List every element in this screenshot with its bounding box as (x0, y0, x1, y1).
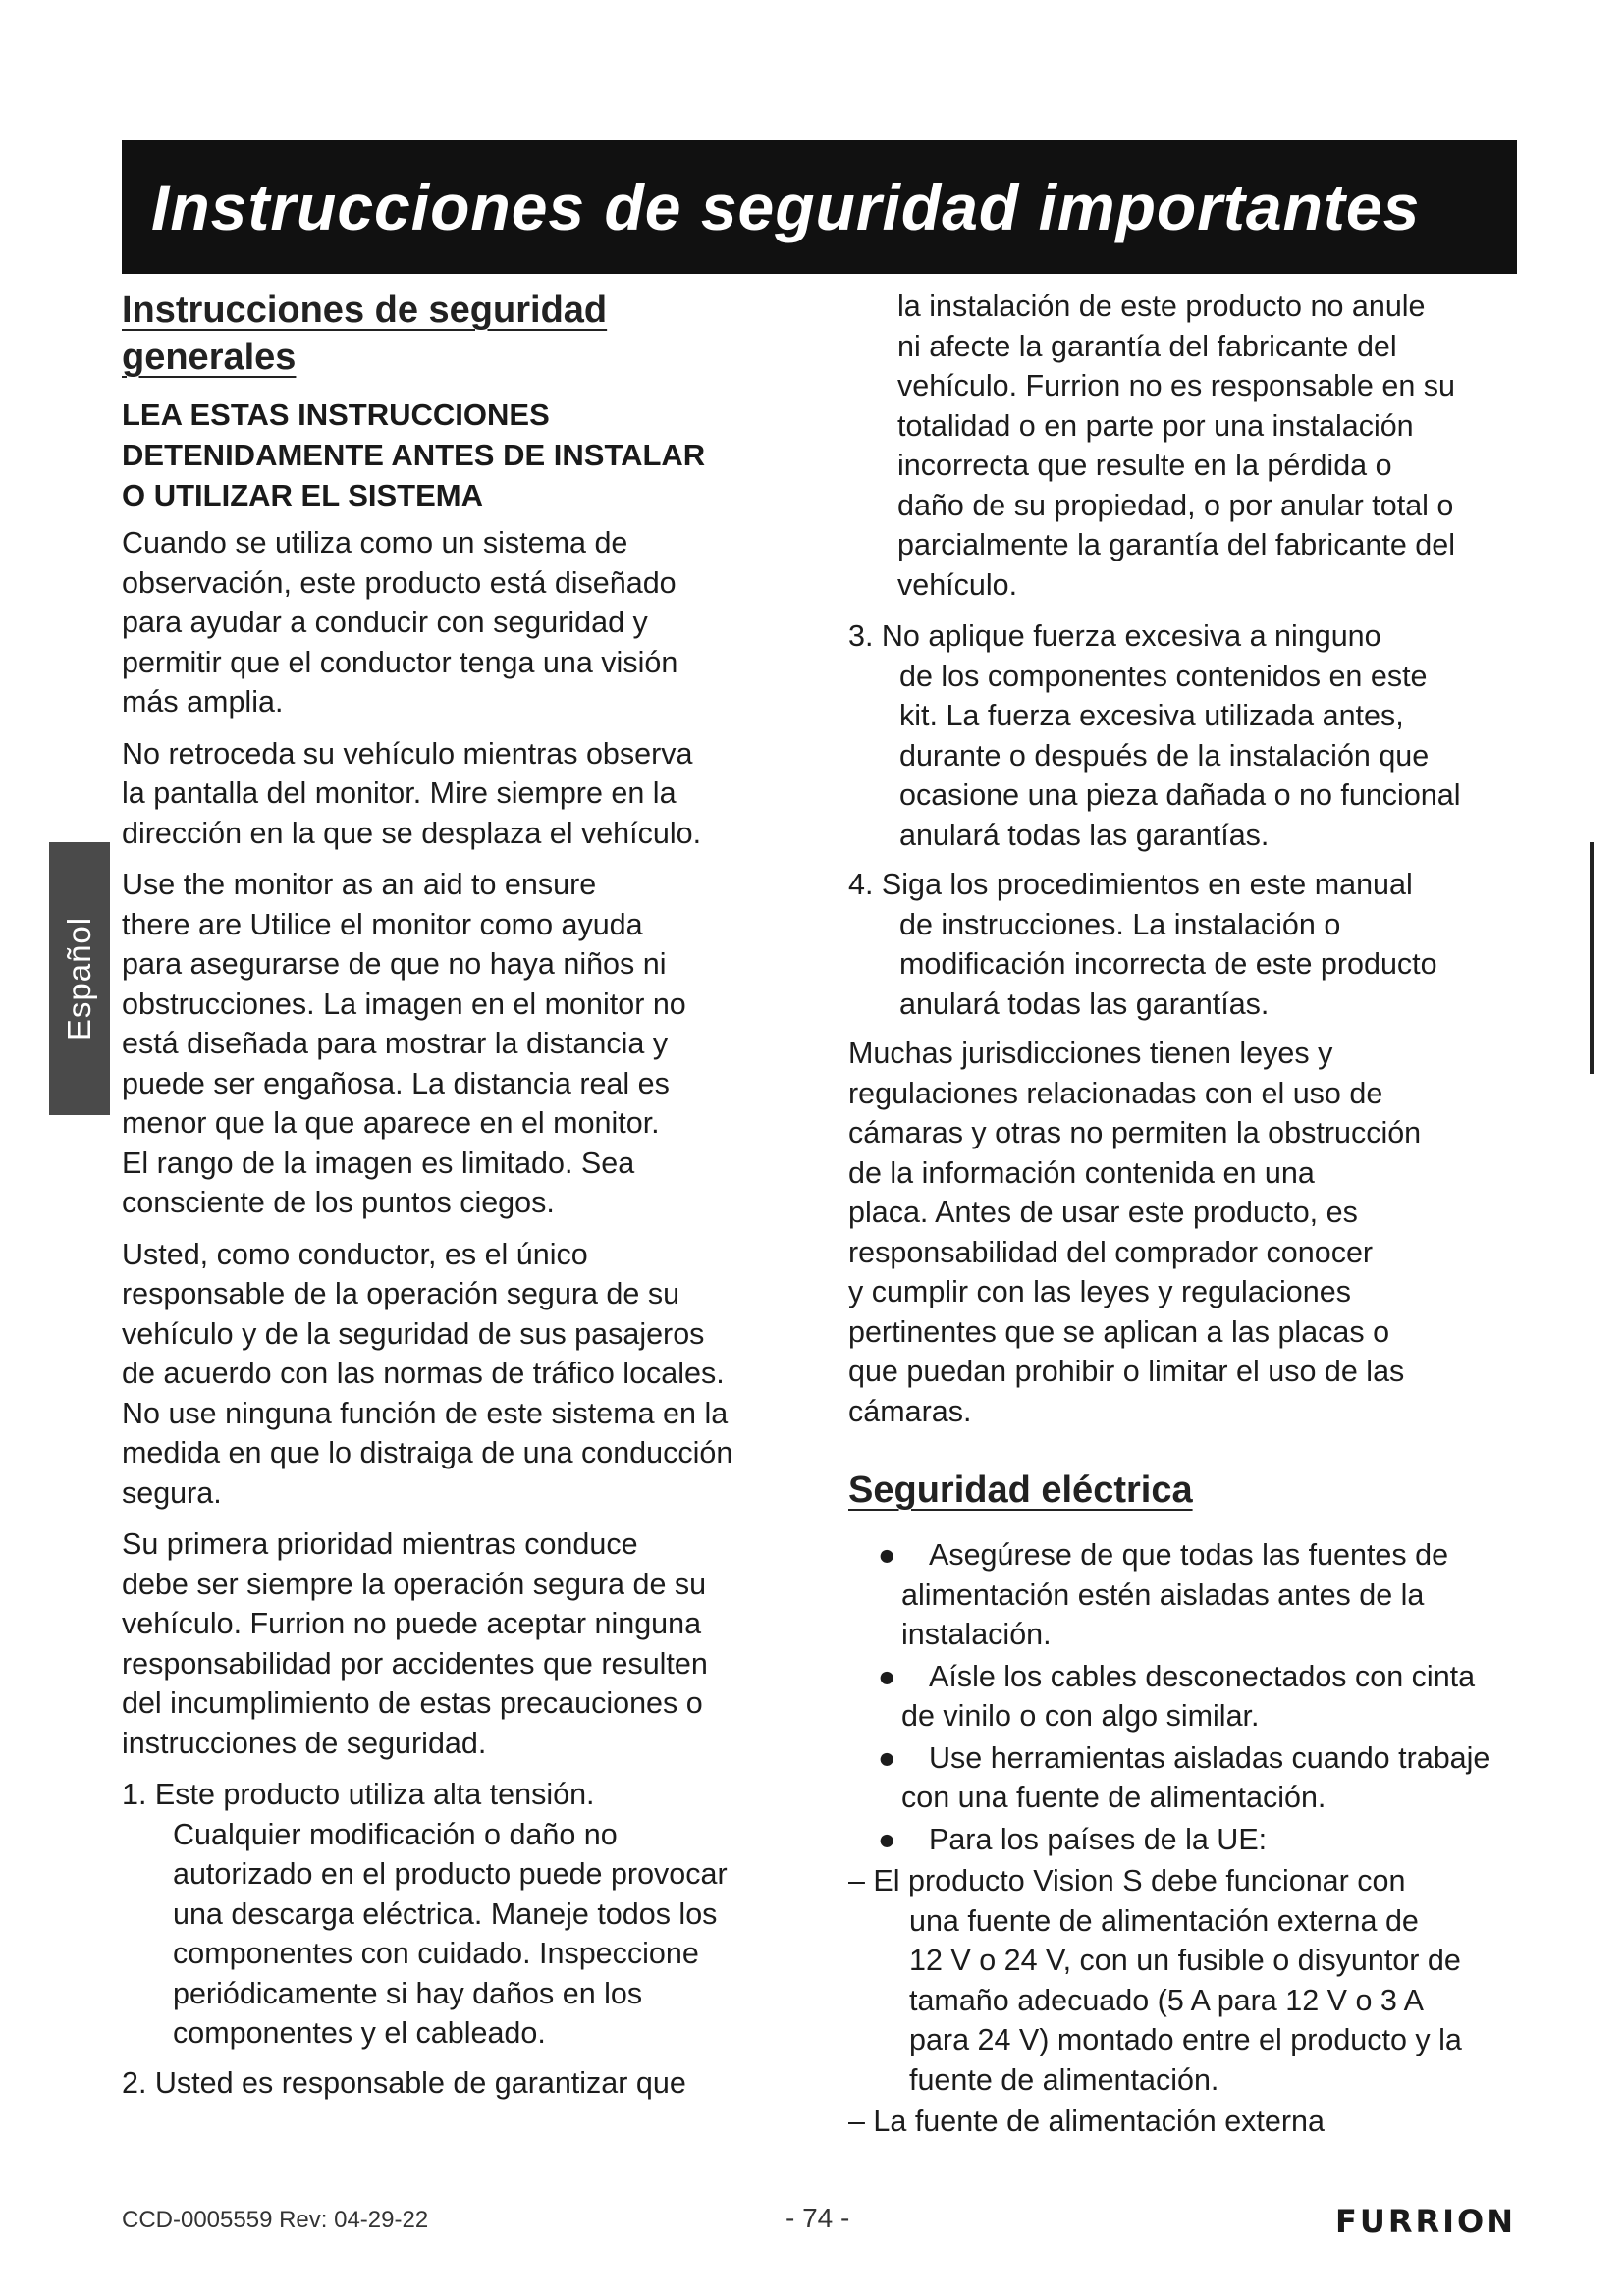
text-line: cámaras. (848, 1394, 972, 1428)
text-line: Usted, como conductor, es el único (122, 1237, 588, 1271)
item-line: componentes y el cableado. (173, 2016, 546, 2050)
text-line: más amplia. (122, 685, 284, 719)
page-title: Instrucciones de seguridad importantes (151, 171, 1421, 243)
text-line: No retroceda su vehículo mientras observa (122, 736, 693, 771)
item-line: de instrucciones. La instalación o (899, 907, 1341, 941)
title-banner (122, 140, 1517, 274)
numbered-item-2-continued (848, 287, 1555, 605)
bullet-first-line: Use herramientas aisladas cuando trabaje (929, 1740, 1490, 1775)
text-line: observación, este producto está diseñado (122, 565, 677, 600)
dash-line: tamaño adecuado (5 A para 12 V o 3 A (909, 1983, 1424, 2017)
text-line: del incumplimiento de estas precauciones o (122, 1686, 703, 1720)
bullet-item (848, 1657, 1555, 1736)
paragraph-priority (122, 1524, 801, 1763)
text-line: medida en que lo distraiga de una conducción (122, 1436, 733, 1469)
text-line: menor que la que aparece en el monitor. (122, 1106, 660, 1140)
dash-line: fuente de alimentación. (909, 2062, 1219, 2097)
numbered-item-3 (848, 616, 1555, 855)
left-column (122, 287, 801, 2112)
item-line: parcialmente la garantía del fabricante del (897, 528, 1455, 561)
warning-line: LEA ESTAS INSTRUCCIONES (122, 398, 550, 432)
item-line: de los componentes contenidos en este (899, 659, 1428, 693)
paragraph-observation (122, 523, 801, 722)
text-line: obstrucciones. La imagen en el monitor no (122, 987, 686, 1021)
text-line: responsable de la operación segura de su (122, 1277, 680, 1310)
text-line: cámaras y otras no permiten la obstrucción (848, 1116, 1422, 1149)
text-line: Cuando se utiliza como un sistema de (122, 526, 628, 560)
numbered-item-2 (122, 2063, 801, 2104)
text-line: de la información contenida en una (848, 1155, 1315, 1190)
document-code: CCD-0005559 Rev: 04-29-22 (122, 2207, 429, 2233)
dash-first-line: – La fuente de alimentación externa (848, 2105, 1325, 2138)
item-line: vehículo. Furrion no es responsable en su (897, 369, 1455, 402)
dash-line: una fuente de alimentación externa de (909, 1903, 1419, 1938)
section-title-general (122, 287, 801, 381)
text-line: que puedan prohibir o limitar el uso de las (848, 1355, 1405, 1388)
bullet-dot-icon: ● (878, 1822, 896, 1856)
bullet-item (848, 1535, 1555, 1655)
bullet-line: de vinilo o con algo similar. (901, 1699, 1260, 1733)
paragraph-driver-responsibility (122, 1235, 801, 1514)
dash-item (848, 2102, 1555, 2142)
item-line: una descarga eléctrica. Maneje todos los (173, 1896, 718, 1931)
text-line: vehículo y de la seguridad de sus pasajeros (122, 1316, 705, 1351)
text-line: consciente de los puntos ciegos. (122, 1186, 555, 1219)
item-first-line: 4. Siga los procedimientos en este manual (848, 868, 1413, 901)
dash-line: 12 V o 24 V, con un fusible o disyuntor de (909, 1944, 1461, 1977)
text-line: pertinentes que se aplican a las placas o (848, 1314, 1390, 1349)
bullet-dot-icon: ● (878, 1659, 896, 1693)
text-line: debe ser siempre la operación segura de su (122, 1567, 707, 1601)
item-first-line: 1. Este producto utiliza alta tensión. (122, 1778, 595, 1811)
page-number: - 74 - (785, 2203, 850, 2233)
bullet-first-line: Asegúrese de que todas las fuentes de (929, 1538, 1449, 1572)
text-line: placa. Antes de usar este producto, es (848, 1196, 1358, 1229)
text-line: Use the monitor as an aid to ensure (122, 868, 597, 901)
text-line: permitir que el conductor tenga una visión (122, 645, 678, 679)
item-line: modificación incorrecta de este producto (899, 947, 1437, 981)
warning-line: DETENIDAMENTE ANTES DE INSTALAR (122, 438, 706, 472)
text-line: vehículo. Furrion no puede aceptar ninguna (122, 1607, 702, 1640)
text-line: responsabilidad por accidentes que resulten (122, 1646, 708, 1681)
text-line: Muchas jurisdicciones tienen leyes y (848, 1037, 1333, 1070)
bullet-line: instalación. (901, 1618, 1052, 1651)
bullet-dot-icon: ● (878, 1740, 896, 1775)
text-line: instrucciones de seguridad. (122, 1726, 487, 1760)
item-first-line: 2. Usted es responsable de garantizar que (122, 2065, 686, 2100)
right-column (848, 287, 1555, 2144)
item-line: periódicamente si hay daños en los (173, 1976, 643, 2010)
item-line: anulará todas las garantías. (899, 987, 1270, 1021)
numbered-item-1 (122, 1775, 801, 2054)
section-title-line: generales (122, 337, 297, 378)
item-first-line: 3. No aplique fuerza excesiva a ninguno (848, 619, 1381, 653)
dash-line: para 24 V) montado entre el producto y la (909, 2023, 1462, 2056)
text-line: de acuerdo con las normas de tráfico locales. (122, 1357, 725, 1390)
dash-item (848, 1861, 1555, 2100)
bullet-first-line: Para los países de la UE: (929, 1822, 1268, 1856)
bullet-item (848, 1820, 1555, 1860)
warning-line: O UTILIZAR EL SISTEMA (122, 478, 483, 512)
paragraph-monitor-aid (122, 865, 801, 1223)
text-line: puede ser engañosa. La distancia real es (122, 1066, 670, 1100)
text-line: responsabilidad del comprador conocer (848, 1235, 1374, 1269)
text-line: No use ninguna función de este sistema en la (122, 1396, 729, 1430)
warning-heading (122, 395, 801, 515)
language-label: Español (61, 916, 97, 1041)
item-line: incorrecta que resulte en la pérdida o (897, 449, 1392, 482)
item-line: kit. La fuerza excesiva utilizada antes, (899, 699, 1404, 732)
item-line: daño de su propiedad, o por anular total o (897, 488, 1454, 522)
item-line: componentes con cuidado. Inspeccione (173, 1937, 699, 1970)
item-line: ocasione una pieza dañada o no funcional (899, 778, 1461, 812)
text-line: la pantalla del monitor. Mire siempre en la (122, 776, 677, 810)
text-line: El rango de la imagen es limitado. Sea (122, 1146, 635, 1180)
paragraph-reverse (122, 734, 801, 854)
text-line: segura. (122, 1475, 222, 1510)
text-line: regulaciones relacionadas con el uso de (848, 1076, 1383, 1110)
text-line: y cumplir con las leyes y regulaciones (848, 1275, 1351, 1308)
text-line: para asegurarse de que no haya niños ni (122, 947, 667, 981)
text-line: there are Utilice el monitor como ayuda (122, 907, 643, 941)
item-line: la instalación de este producto no anule (897, 290, 1426, 323)
bullet-line: con una fuente de alimentación. (901, 1781, 1326, 1814)
item-line: totalidad o en parte por una instalación (897, 408, 1414, 443)
margin-rule (1590, 842, 1594, 1074)
item-line: vehículo. (897, 567, 1018, 602)
bullet-dot-icon: ● (878, 1538, 896, 1572)
brand-logo: FURRION (1335, 2203, 1517, 2240)
text-line: para ayudar a conducir con seguridad y (122, 606, 648, 639)
text-line: Su primera prioridad mientras conduce (122, 1527, 638, 1561)
section-title-electrical: Seguridad eléctrica (848, 1469, 1193, 1511)
bullet-first-line: Aísle los cables desconectados con cinta (929, 1659, 1476, 1693)
bullet-line: alimentación estén aisladas antes de la (901, 1577, 1425, 1612)
dash-first-line: – El producto Vision S debe funcionar con (848, 1864, 1406, 1897)
item-line: durante o después de la instalación que (899, 738, 1430, 773)
paragraph-jurisdictions (848, 1034, 1555, 1431)
bullet-item (848, 1738, 1555, 1818)
item-line: autorizado en el producto puede provocar (173, 1857, 728, 1891)
item-line: Cualquier modificación o daño no (173, 1817, 618, 1851)
section-title-line: Instrucciones de seguridad (122, 290, 608, 331)
text-line: dirección en la que se desplaza el vehículo. (122, 816, 702, 850)
numbered-item-4 (848, 865, 1555, 1024)
language-tab (49, 842, 110, 1115)
text-line: está diseñada para mostrar la distancia y (122, 1027, 669, 1060)
item-line: ni afecte la garantía del fabricante del (897, 329, 1397, 363)
item-line: anulará todas las garantías. (899, 818, 1270, 852)
